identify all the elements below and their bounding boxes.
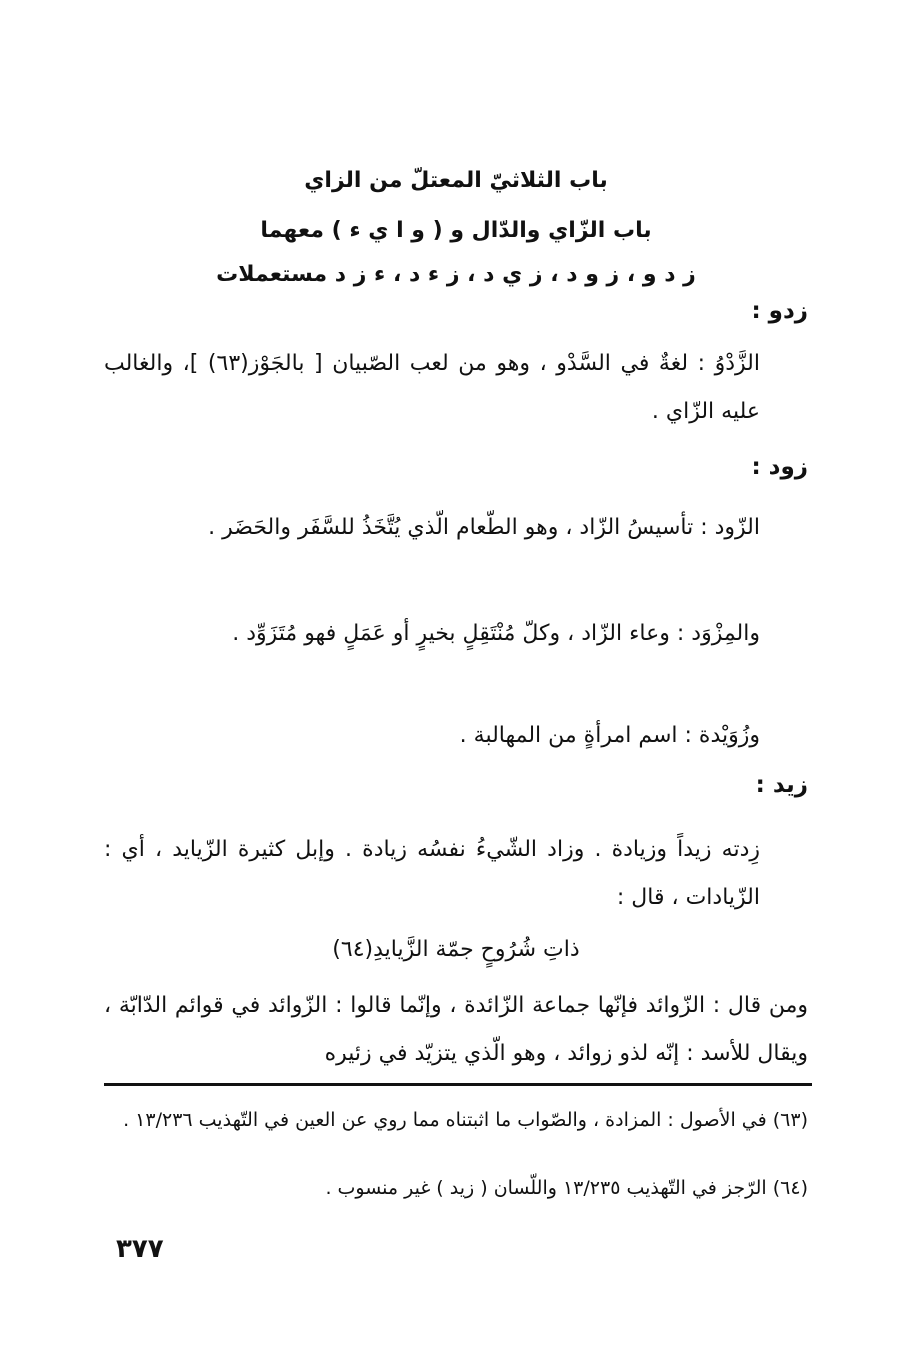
- footnote-divider: [104, 1083, 812, 1086]
- entry-heading-zdw: زدو :: [751, 298, 808, 324]
- footnote-64: (٦٤) الرّجز في التّهذيب ١٣/٢٣٥ واللّسان ( زيد ) غير منسوب .: [325, 1177, 808, 1199]
- entry-zyd-paragraph-1: زِدته زيداً وزيادة . وزاد الشّيءُ نفسُه زيادة . وإبل كثيرة الزّيايد ، أي : الزّيادات ، قال :: [104, 837, 760, 910]
- entry-heading-zyd: زيد :: [755, 772, 808, 798]
- footnote-63: (٦٣) في الأصول : المزادة ، والصّواب ما اثبتناه مما روي عن العين في التّهذيب ١٣/٢٣٦ .: [123, 1109, 808, 1131]
- entry-zyd-paragraph-2: ومن قال : الزّوائد فإنّها جماعة الزّائدة ، وإنّما قالوا : الزّوائد في قوائم الدّابّة ، ويقال للأسد : إنّه لذو زوائد ، وهو الّذي يتزيّد في زئيره: [104, 993, 808, 1066]
- entry-zdw-paragraph: الزَّدْوُ : لغةٌ في السَّدْو ، وهو من لعب الصّبيان [ بالجَوْز(٦٣) ]، والغالب عليه الزّاي .: [104, 351, 760, 424]
- verse-line: ذاتِ شُرُوحٍ جمّة الزَّيايدِ(٦٤): [332, 937, 580, 962]
- roots-list: ز د و ، ز و د ، ز ي د ، ز ء د ، ء ز د مستعملات: [216, 262, 696, 287]
- chapter-subtitle: باب الزّاي والدّال و ( و ا ي ء ) معهما: [260, 218, 652, 243]
- chapter-title: باب الثلاثيّ المعتلّ من الزاي: [304, 168, 608, 193]
- page-number: ٣٧٧: [116, 1234, 164, 1264]
- entry-heading-zwd: زود :: [751, 454, 808, 480]
- entry-zwd-paragraph-3: وزُوَيْدة : اسم امرأةٍ من المهالبة .: [459, 723, 760, 748]
- entry-zwd-paragraph-2: والمِزْوَد : وعاء الزّاد ، وكلّ مُنْتَقِلٍ بخيرٍ أو عَمَلٍ فهو مُتَزَوِّد .: [232, 621, 760, 646]
- entry-zwd-paragraph-1: الزّود : تأسيسُ الزّاد ، وهو الطّعام الّذي يُتَّخَذُ للسَّفَر والحَضَر .: [208, 515, 760, 540]
